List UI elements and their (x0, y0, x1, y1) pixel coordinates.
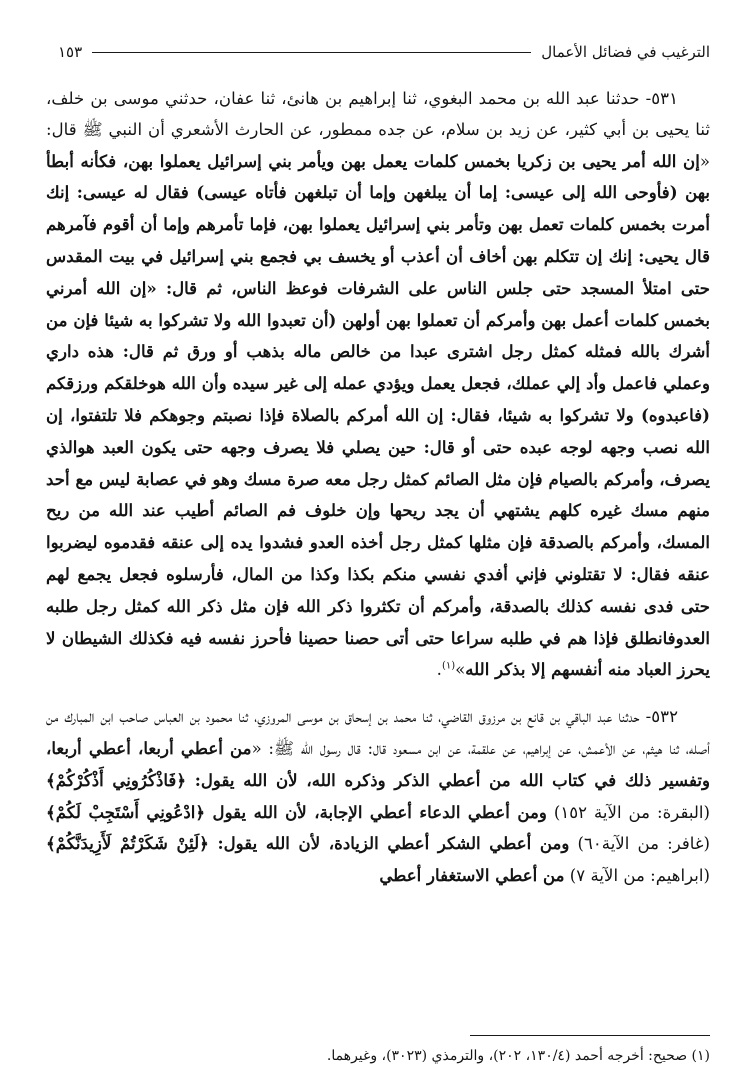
hadith-532-text-2: ومن أعطي الدعاء أعطي الإجابة، لأن الله يقول ﴿ادْعُونِي أَسْتَجِبْ لَكُمْ﴾ (46, 801, 547, 822)
footnote-rule (470, 1035, 710, 1036)
page-body (46, 84, 710, 892)
hadith-532-text-4: من أعطي الاستغفار أعطي (379, 865, 565, 886)
footnote: (١) صحيح: أخرجه أحمد (١٣٠/٤، ٢٠٢)، والترمذي (٣٠٢٣)، وغيرهما. (326, 1048, 710, 1064)
hadith-531-chain: ٥٣١- حدثنا عبد الله بن محمد البغوي، ثنا إبراهيم بن هانئ، ثنا عفان، حدثني موسى بن خلف، ثنا يحيى بن أبي كثير، عن زيد بن سلام، عن جده ممطور، عن الحارث الأشعري أن النبي ﷺ قال: « (46, 89, 710, 171)
hadith-531-closing: » (455, 660, 466, 680)
hadith-531-end: . (436, 660, 442, 680)
running-title: الترغيب في فضائل الأعمال (541, 43, 710, 61)
hadith-532-citation-3: (ابراهيم: من الآية ٧) (564, 866, 710, 886)
footnote-ref: (١) (441, 660, 456, 672)
hadith-531 (46, 84, 710, 686)
page-header (58, 38, 710, 66)
header-rule (92, 52, 531, 53)
hadith-532-text-3: ومن أعطي الشكر أعطي الزيادة، لأن الله يقول: ﴿لَئِنْ شَكَرْتُمْ لَأَزِيدَنَّكُمْ﴾ (46, 833, 570, 854)
hadith-532 (46, 702, 710, 892)
hadith-532-citation-1: (البقرة: من الآية ١٥٢) (546, 802, 711, 822)
hadith-532-citation-2: (غافر: من الآية٦٠) (569, 834, 711, 854)
hadith-532-text-1: من أعطي أربعا، أعطي أربعا، وتفسير ذلك في كتاب الله من أعطي الذكر وذكره الله، لأن الله يقول: ﴿فَاذْكُرُونِي أَذْكُرْكُمْ﴾ (46, 737, 710, 790)
hadith-531-text: إن الله أمر يحيى بن زكريا بخمس كلمات يعمل بهن ويأمر بني إسرائيل يعملوا بهن، فكأنه أبطأ بهن (فأوحى الله إلى عيسى: إما أن يبلغهن وإما أن تبلغهن فأتاه عيسى) فقال له عيسى: إنك أمرت بخمس كلمات تعمل بهن وتأمر بني إسرائيل يعملوا بهن، فإما تأمرهم وإما أن أقوم فآمرهم قال يحيى: إنك إن تتكلم بهن أخاف أن أعذب أو يخسف بي فجمع بني إسرائيل في بيت المقدس حتى امتلأ المسجد حتى جلس الناس على الشرفات فوعظ الناس، ثم قال: «إن الله أمرني بخمس كلمات أعمل بهن وأمركم أن تعملوا بهن أولهن (أن تعبدوا الله ولا تشركوا به شيئا فإن من أشرك بالله فمثله كمثل رجل اشترى عبدا من خالص ماله بذهب أو ورق ثم قال: هذه داري وعملي فاعمل وأد إلي عملك، فجعل يعمل ويؤدي عمله إلى غير سيده وأن الله هوخلقكم ورزقكم (فاعبدوه) ولا تشركوا به شيئا، فقال: إن الله أمركم بالصلاة فإذا نصبتم وجوهكم فلا تلتفتوا، إن الله نصب وجهه لوجه عبده حتى أو قال: حين يصلي فلا يصرف وجهه حتى يكون العبد هوالذي يصرف، وأمركم بالصيام فإن مثل الصائم كمثل رجل معه صرة مسك وهو في عصابة ليس مع أحد منهم مسك غيره كلهم يشتهي أن يجد ريحها وإن خلوف فم الصائم أطيب عند الله من ريح المسك، وأمركم بالصدقة فإن مثلها كمثل رجل أخذه العدو فشدوا يده إلى عنقه فقدموه ليضربوا عنقه فقال: لا تقتلوني فإني أفدي نفسي منكم بكذا وكذا من المال، فأرسلوه فجعل يجمع لهم حتى فدى نفسه كذلك بالصدقة، وأمركم أن تكثروا ذكر الله فإن مثل ذكر الله كمثل رجل طلبه العدوفانطلق فإذا هم في طلبه سراعا حتى أتى حصنا حصينا فأحرز نفسه فيه فكذلك الشيطان لا يحرز العباد منه أنفسهم إلا بذكر الله (46, 150, 710, 680)
hadith-532-chain: ٥٣٢- حدثنا عبد الباقي بن قانع بن مرزوق القاضي، ثنا محمد بن إسحاق بن موسى المروزي، ثنا محمود بن العباس صاحب ابن المبارك من أصله، ثنا هيثم، عن الأعمش، عن إبراهيم، عن علقمة، عن ابن مسعود قال: قال رسول الله ﷺ: « (46, 707, 710, 758)
page-number: ١٥٣ (58, 43, 83, 61)
